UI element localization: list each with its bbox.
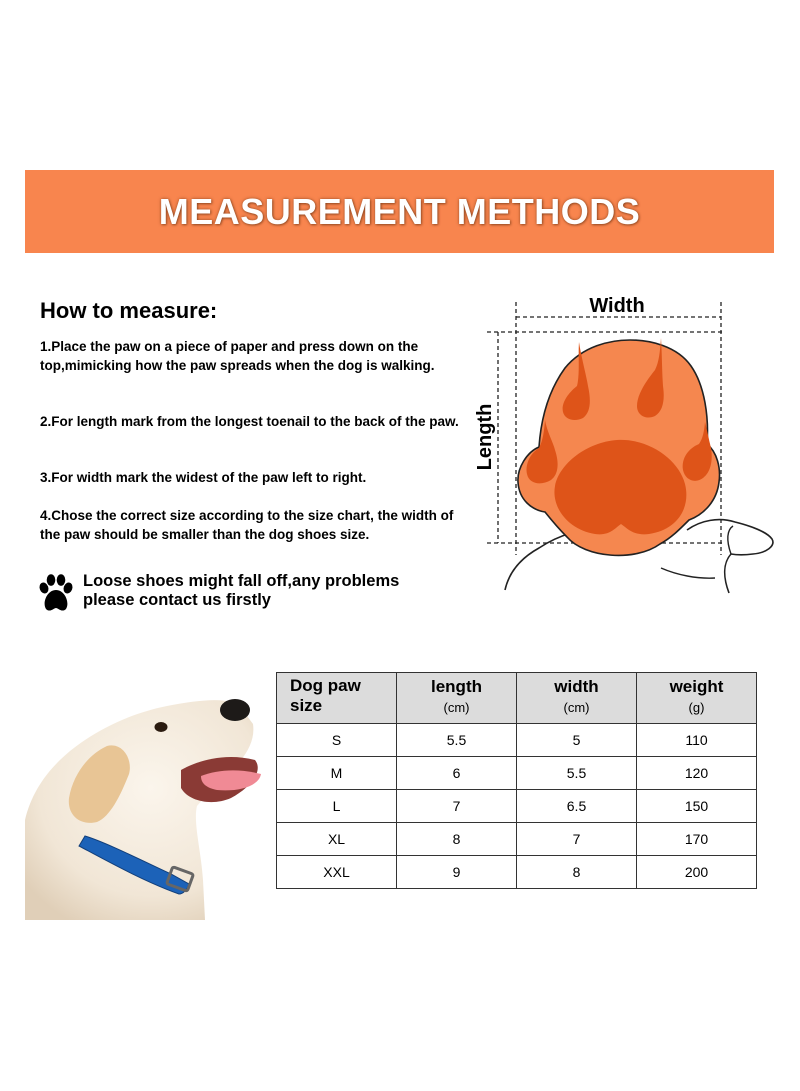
header-weight-unit: (g)	[688, 700, 705, 715]
width-cell: 7	[517, 823, 637, 856]
hand-outline	[505, 533, 571, 590]
length-cell: 6	[397, 757, 517, 790]
header-length	[397, 673, 517, 724]
paw-measurement-diagram	[465, 290, 785, 600]
thumbnail-outline	[728, 526, 733, 554]
width-cell: 8	[517, 856, 637, 889]
header-dog-paw-size-line1: Dog paw	[290, 676, 361, 695]
header-length-title: length	[431, 677, 482, 696]
how-to-measure-heading: How to measure:	[40, 298, 218, 323]
table-row	[277, 757, 757, 790]
puppy-tongue	[201, 770, 261, 790]
width-cell: 5	[517, 724, 637, 757]
size-cell: XL	[277, 823, 397, 856]
table-row	[277, 856, 757, 889]
length-cell: 8	[397, 823, 517, 856]
header-weight	[637, 673, 757, 724]
instruction-step-1: 1.Place the paw on a piece of paper and press down on the top,mimicking how the paw spreads when the dog is walking.	[40, 339, 435, 373]
width-label: Width	[589, 295, 645, 317]
instruction-step-2: 2.For length mark from the longest toenail to the back of the paw.	[40, 414, 459, 429]
table-row	[277, 724, 757, 757]
thumb-outline	[687, 520, 773, 593]
weight-cell: 110	[637, 724, 757, 757]
header-dog-paw-size	[277, 673, 397, 724]
size-chart-table	[276, 672, 757, 889]
length-cell: 7	[397, 790, 517, 823]
banner-title: MEASUREMENT METHODS	[158, 190, 641, 232]
instruction-step-4: 4.Chose the correct size according to the size chart, the width of the paw should be smaller than the dog shoes size.	[40, 508, 454, 542]
puppy-nose	[220, 699, 250, 721]
size-cell: L	[277, 790, 397, 823]
length-label: Length	[474, 403, 496, 471]
puppy-photo	[25, 690, 275, 920]
size-cell: M	[277, 757, 397, 790]
size-chart-header-row	[277, 673, 757, 724]
warning-line-2: please contact us firstly	[83, 591, 271, 609]
weight-cell: 120	[637, 757, 757, 790]
warning-text	[83, 572, 399, 610]
header-dog-paw-size-line2: size	[290, 696, 323, 715]
title-banner	[25, 170, 774, 253]
warning-note	[38, 572, 399, 612]
warning-line-1: Loose shoes might fall off,any problems	[83, 572, 400, 590]
header-width-unit: (cm)	[563, 700, 590, 715]
length-cell: 9	[397, 856, 517, 889]
size-cell: S	[277, 724, 397, 757]
width-cell: 5.5	[517, 757, 637, 790]
weight-cell: 150	[637, 790, 757, 823]
table-row	[277, 790, 757, 823]
header-width-title: width	[554, 677, 599, 696]
header-width	[517, 673, 637, 724]
width-cell: 6.5	[517, 790, 637, 823]
length-cell: 5.5	[397, 724, 517, 757]
hand-wrist-line	[661, 568, 715, 578]
paw-print-icon	[38, 574, 74, 612]
weight-cell: 200	[637, 856, 757, 889]
puppy-eye	[155, 722, 168, 732]
instruction-step-3: 3.For width mark the widest of the paw left to right.	[40, 470, 367, 485]
weight-cell: 170	[637, 823, 757, 856]
header-weight-title: weight	[669, 677, 724, 696]
header-length-unit: (cm)	[443, 700, 470, 715]
size-cell: XXL	[277, 856, 397, 889]
puppy-body	[25, 700, 253, 920]
table-row	[277, 823, 757, 856]
